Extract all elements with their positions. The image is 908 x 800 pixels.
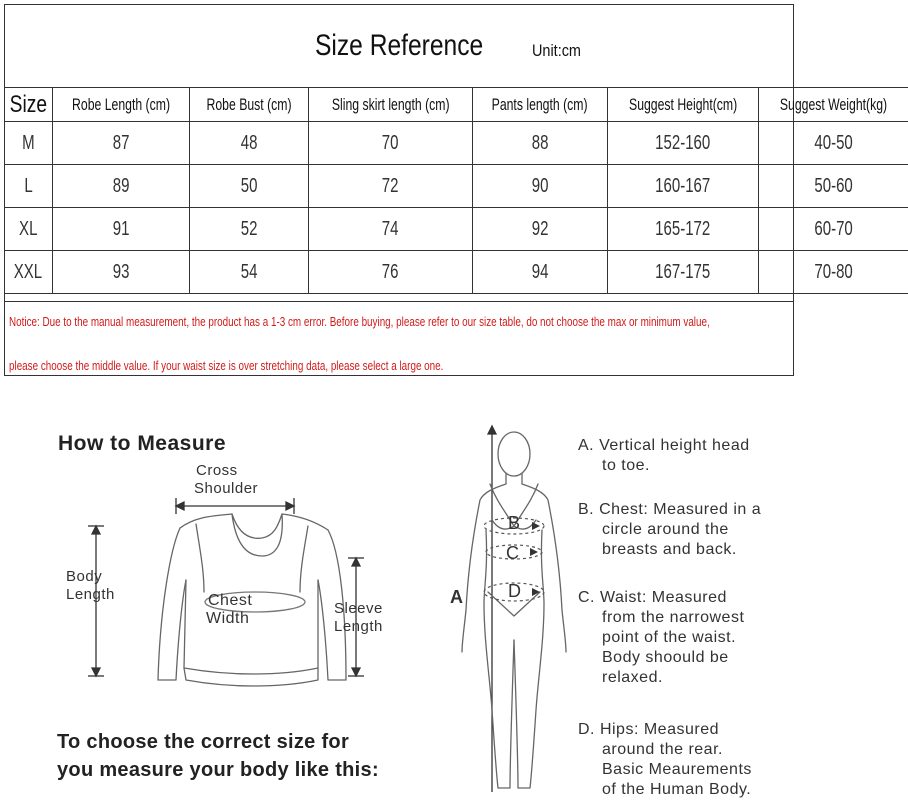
instruction-text: To choose the correct size for you measure your body like this: [57, 731, 379, 781]
figure-label-c: C [506, 543, 520, 563]
notice [5, 301, 793, 378]
figure-label-b: B [508, 513, 521, 533]
table-cell: XL [5, 208, 52, 251]
table-cell: 165-172 [607, 208, 758, 251]
column-header: Sling skirt length (cm) [308, 88, 472, 122]
column-header: Suggest Height(cm) [607, 88, 758, 122]
table-cell: 70-80 [758, 251, 907, 294]
table-cell: 92 [473, 208, 607, 251]
legend-c: C. Waist: Measured from the narrowest point of the waist. Body shoould be relaxed. [578, 589, 745, 686]
table-row [5, 251, 908, 294]
table-cell: M [5, 122, 52, 165]
table-cell: 74 [308, 208, 472, 251]
body-length-label: Body Length [66, 568, 115, 603]
table-cell: 50-60 [758, 165, 907, 208]
figure-label-a: A [450, 587, 464, 607]
chest-width-label: Chest Width [206, 592, 253, 627]
table-cell: 152-160 [607, 122, 758, 165]
table-cell: 167-175 [607, 251, 758, 294]
table-cell: 60-70 [758, 208, 907, 251]
size-table [5, 87, 908, 294]
column-header: Size [5, 88, 52, 122]
table-cell: 94 [473, 251, 607, 294]
legend-a: A. Vertical height head to toe. [578, 437, 750, 474]
size-reference-table [4, 4, 887, 376]
column-header: Pants length (cm) [473, 88, 607, 122]
table-row [5, 165, 908, 208]
table-row [5, 208, 908, 251]
title-row [5, 5, 793, 88]
figure-label-d: D [508, 581, 522, 601]
cross-shoulder-label: Cross Shoulder [194, 462, 259, 497]
table-cell: 89 [52, 165, 189, 208]
table-cell: 50 [189, 165, 308, 208]
table-cell: L [5, 165, 52, 208]
table-cell: 40-50 [758, 122, 907, 165]
table-cell: 54 [189, 251, 308, 294]
table-cell: XXL [5, 251, 52, 294]
unit-label: Unit:cm [532, 41, 581, 60]
table-cell: 76 [308, 251, 472, 294]
human-figure [462, 432, 566, 788]
column-header: Suggest Weight(kg) [758, 88, 907, 122]
table-cell: 91 [52, 208, 189, 251]
column-header: Robe Bust (cm) [189, 88, 308, 122]
how-to-measure-heading: How to Measure [58, 432, 227, 455]
table-cell: 52 [189, 208, 308, 251]
column-header: Robe Length (cm) [52, 88, 189, 122]
table-cell: 160-167 [607, 165, 758, 208]
notice-line: Notice: Due to the manual measurement, the product has a 1-3 cm error. Before buying, please refer to our size table, do not choose the max or minimum value, [9, 314, 710, 329]
notice-line: please choose the middle value. If your waist size is over stretching data, please select a large one. [9, 358, 444, 373]
table-cell: 90 [473, 165, 607, 208]
how-to-measure-section [0, 380, 800, 800]
table-cell: 48 [189, 122, 308, 165]
table-header-row [5, 88, 908, 122]
table-cell: 93 [52, 251, 189, 294]
legend-d: D. Hips: Measured around the rear. Basic Meaurements of the Human Body. [578, 721, 752, 798]
table-cell: 88 [473, 122, 607, 165]
table-cell: 70 [308, 122, 472, 165]
table-cell: 87 [52, 122, 189, 165]
legend-b: B. Chest: Measured in a circle around the breasts and back. [578, 501, 762, 558]
sleeve-length-label: Sleeve Length [334, 600, 383, 635]
size-reference-title: Size Reference [315, 29, 484, 62]
table-row [5, 122, 908, 165]
table-cell: 72 [308, 165, 472, 208]
